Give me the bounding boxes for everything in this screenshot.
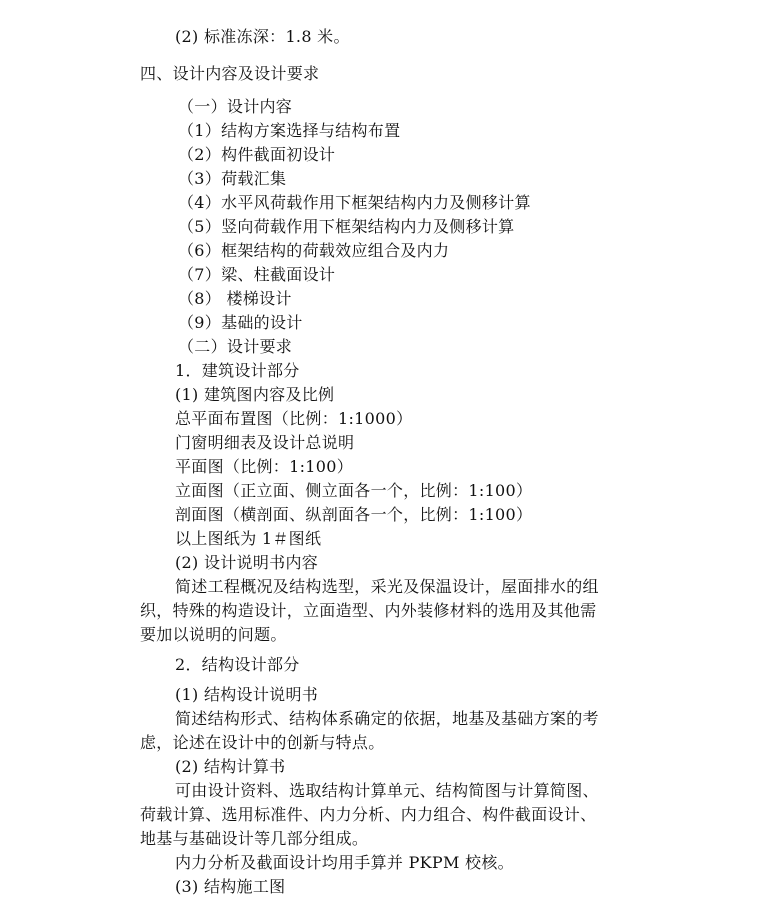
architecture-drawing-item: 总平面布置图（比例：1:1000） xyxy=(175,409,413,428)
design-content-item: （5）竖向荷载作用下框架结构内力及侧移计算 xyxy=(178,217,515,236)
architecture-drawing-item: 门窗明细表及设计总说明 xyxy=(175,433,355,452)
architecture-drawing-item: 剖面图（横剖面、纵剖面各一个，比例：1:100） xyxy=(175,505,533,524)
architecture-drawing-item: 平面图（比例：1:100） xyxy=(175,457,354,476)
paragraph-line: 织，特殊的构造设计，立面造型、内外装修材料的选用及其他需 xyxy=(140,601,597,620)
paragraph-line: 简述工程概况及结构选型，采光及保温设计，屋面排水的组 xyxy=(175,577,599,596)
structure-calc-note: 内力分析及截面设计均用手算并 PKPM 校核。 xyxy=(175,853,514,872)
architecture-manual-title: (2) 设计说明书内容 xyxy=(175,553,319,572)
standard-frost-depth: (2) 标准冻深：1.8 米。 xyxy=(175,27,350,46)
design-content-item: （3）荷载汇集 xyxy=(178,169,287,188)
design-content-item: （6）框架结构的荷载效应组合及内力 xyxy=(178,241,450,260)
design-content-item: （7）梁、柱截面设计 xyxy=(178,265,336,284)
structure-manual-title: (1) 结构设计说明书 xyxy=(175,685,319,704)
paragraph-line: 简述结构形式、结构体系确定的依据，地基及基础方案的考 xyxy=(175,709,599,728)
structure-title: 2．结构设计部分 xyxy=(175,655,300,674)
design-content-item: （1）结构方案选择与结构布置 xyxy=(178,121,401,140)
structure-calc-title: (2) 结构计算书 xyxy=(175,757,286,776)
paragraph-line: 虑，论述在设计中的创新与特点。 xyxy=(140,733,385,752)
paragraph-line: 地基与基础设计等几部分组成。 xyxy=(140,829,369,848)
design-content-item: （2）构件截面初设计 xyxy=(178,145,336,164)
paragraph-line: 可由设计资料、选取结构计算单元、结构简图与计算简图、 xyxy=(175,781,599,800)
design-content-heading: （一）设计内容 xyxy=(178,97,293,116)
architecture-title: 1．建筑设计部分 xyxy=(175,361,300,380)
structure-drawings-title: (3) 结构施工图 xyxy=(175,877,286,896)
architecture-drawing-item: 以上图纸为 1＃图纸 xyxy=(175,529,322,548)
design-content-item: （8） 楼梯设计 xyxy=(178,289,292,308)
section-four-title: 四、设计内容及设计要求 xyxy=(140,64,320,83)
design-requirements-heading: （二）设计要求 xyxy=(178,337,293,356)
design-content-item: （9）基础的设计 xyxy=(178,313,303,332)
paragraph-line: 要加以说明的问题。 xyxy=(140,625,287,644)
paragraph-line: 荷载计算、选用标准件、内力分析、内力组合、构件截面设计、 xyxy=(140,805,597,824)
architecture-drawing-item: 立面图（正立面、侧立面各一个，比例：1:100） xyxy=(175,481,533,500)
design-content-item: （4）水平风荷载作用下框架结构内力及侧移计算 xyxy=(178,193,531,212)
architecture-drawings-title: (1) 建筑图内容及比例 xyxy=(175,385,335,404)
